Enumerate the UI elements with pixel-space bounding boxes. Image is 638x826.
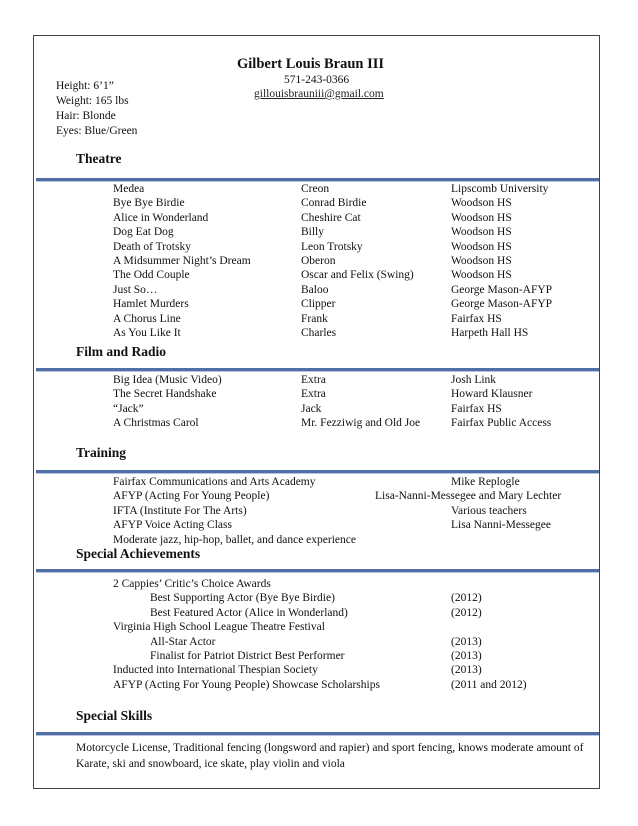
theatre-production: A Midsummer Night’s Dream xyxy=(113,255,251,267)
theatre-role: Cheshire Cat xyxy=(301,211,361,224)
training-instructor: Lisa-Nanni-Messegee and Mary Lechter xyxy=(375,490,562,503)
section-heading-skills: Special Skills xyxy=(76,708,153,723)
theatre-venue: George Mason-AFYP xyxy=(451,283,553,296)
theatre-role: Creon xyxy=(301,183,330,195)
achievement-year: (2013) xyxy=(451,650,482,662)
training-instructor: Mike Replogle xyxy=(451,476,520,488)
achievement-year: (2012) xyxy=(451,592,482,605)
training-program: AFYP (Acting For Young People) xyxy=(113,490,270,503)
film-role: Extra xyxy=(301,388,326,401)
theatre-production: A Chorus Line xyxy=(113,312,181,325)
theatre-production: Medea xyxy=(113,183,145,195)
film-role: Mr. Fezziwig and Old Joe xyxy=(301,417,421,430)
theatre-venue: Harpeth Hall HS xyxy=(451,327,529,339)
training-instructor: Various teachers xyxy=(451,504,527,517)
theatre-role: Charles xyxy=(301,327,337,339)
achievement-item: AFYP (Acting For Young People) Showcase Scholarships xyxy=(113,678,380,691)
section-divider xyxy=(36,569,599,573)
training-instructor: Lisa Nanni-Messegee xyxy=(451,519,551,532)
training-program: Fairfax Communications and Arts Academy xyxy=(113,476,316,488)
theatre-venue: Woodson HS xyxy=(451,211,512,224)
theatre-production: Bye Bye Birdie xyxy=(113,197,185,210)
film-production: Big Idea (Music Video) xyxy=(113,374,222,386)
section-divider xyxy=(36,470,599,474)
theatre-role: Oberon xyxy=(301,255,336,267)
theatre-venue: Lipscomb University xyxy=(451,183,549,195)
section-heading-film: Film and Radio xyxy=(76,344,167,359)
film-production: A Christmas Carol xyxy=(113,417,199,430)
achievement-year: (2013) xyxy=(451,635,482,648)
weight-stat: Weight: 165 lbs xyxy=(56,95,129,107)
training-program: Moderate jazz, hip-hop, ballet, and dance experience xyxy=(113,533,356,546)
phone-number: 571-243-0366 xyxy=(284,74,350,86)
achievement-item: Virginia High School League Theatre Festival xyxy=(113,621,325,634)
theatre-production: As You Like It xyxy=(113,327,181,339)
section-heading-theatre: Theatre xyxy=(76,151,122,166)
theatre-venue: Woodson HS xyxy=(451,226,512,239)
theatre-role: Frank xyxy=(301,312,328,325)
achievement-item: Best Featured Actor (Alice in Wonderland) xyxy=(150,606,348,619)
resume-name: Gilbert Louis Braun III xyxy=(237,56,385,72)
theatre-production: The Odd Couple xyxy=(113,269,190,282)
theatre-venue: George Mason-AFYP xyxy=(451,298,553,311)
theatre-role: Billy xyxy=(301,226,325,239)
hair-stat: Hair: Blonde xyxy=(56,110,116,122)
film-organization: Josh Link xyxy=(451,374,497,386)
theatre-role: Baloo xyxy=(301,283,329,296)
achievement-year: (2012) xyxy=(451,606,482,619)
special-skills-text: Motorcycle License, Traditional fencing (longsword and rapier) and sport fencing, knows moderate amount of Karate, ski and snowboard, ice skate, play violin and viola xyxy=(76,742,584,770)
section-divider xyxy=(36,732,599,736)
theatre-production: Dog Eat Dog xyxy=(113,226,174,239)
theatre-role: Clipper xyxy=(301,298,336,311)
achievement-year: (2011 and 2012) xyxy=(451,678,527,691)
theatre-venue: Woodson HS xyxy=(451,269,512,282)
theatre-venue: Woodson HS xyxy=(451,197,512,210)
achievement-item: Finalist for Patriot District Best Performer xyxy=(150,650,345,662)
film-production: “Jack” xyxy=(113,402,144,415)
achievement-item: Inducted into International Thespian Society xyxy=(113,664,318,677)
section-divider xyxy=(36,368,599,372)
training-program: AFYP Voice Acting Class xyxy=(113,519,232,532)
theatre-venue: Woodson HS xyxy=(451,240,512,253)
achievement-year: (2013) xyxy=(451,664,482,677)
film-organization: Fairfax HS xyxy=(451,402,502,415)
height-stat: Height: 6’1” xyxy=(56,80,114,92)
achievement-item: Best Supporting Actor (Bye Bye Birdie) xyxy=(150,592,335,605)
film-role: Extra xyxy=(301,374,326,386)
eyes-stat: Eyes: Blue/Green xyxy=(56,125,138,137)
theatre-venue: Woodson HS xyxy=(451,255,512,267)
theatre-role: Conrad Birdie xyxy=(301,197,367,210)
theatre-production: Alice in Wonderland xyxy=(113,211,209,224)
film-role: Jack xyxy=(301,402,322,415)
theatre-venue: Fairfax HS xyxy=(451,312,502,325)
section-divider xyxy=(36,178,599,182)
section-heading-training: Training xyxy=(76,445,127,460)
film-organization: Howard Klausner xyxy=(451,388,533,401)
email-link[interactable]: gillouisbrauniii@gmail.com xyxy=(254,88,384,100)
film-organization: Fairfax Public Access xyxy=(451,417,552,430)
achievement-item: 2 Cappies’ Critic’s Choice Awards xyxy=(113,578,271,590)
theatre-production: Just So… xyxy=(113,283,158,296)
theatre-production: Hamlet Murders xyxy=(113,298,189,311)
training-program: IFTA (Institute For The Arts) xyxy=(113,504,247,517)
theatre-production: Death of Trotsky xyxy=(113,240,191,253)
achievement-item: All-Star Actor xyxy=(150,635,216,648)
section-heading-achievements: Special Achievements xyxy=(76,546,201,561)
film-production: The Secret Handshake xyxy=(113,388,217,401)
theatre-role: Leon Trotsky xyxy=(301,240,363,253)
theatre-role: Oscar and Felix (Swing) xyxy=(301,269,414,282)
